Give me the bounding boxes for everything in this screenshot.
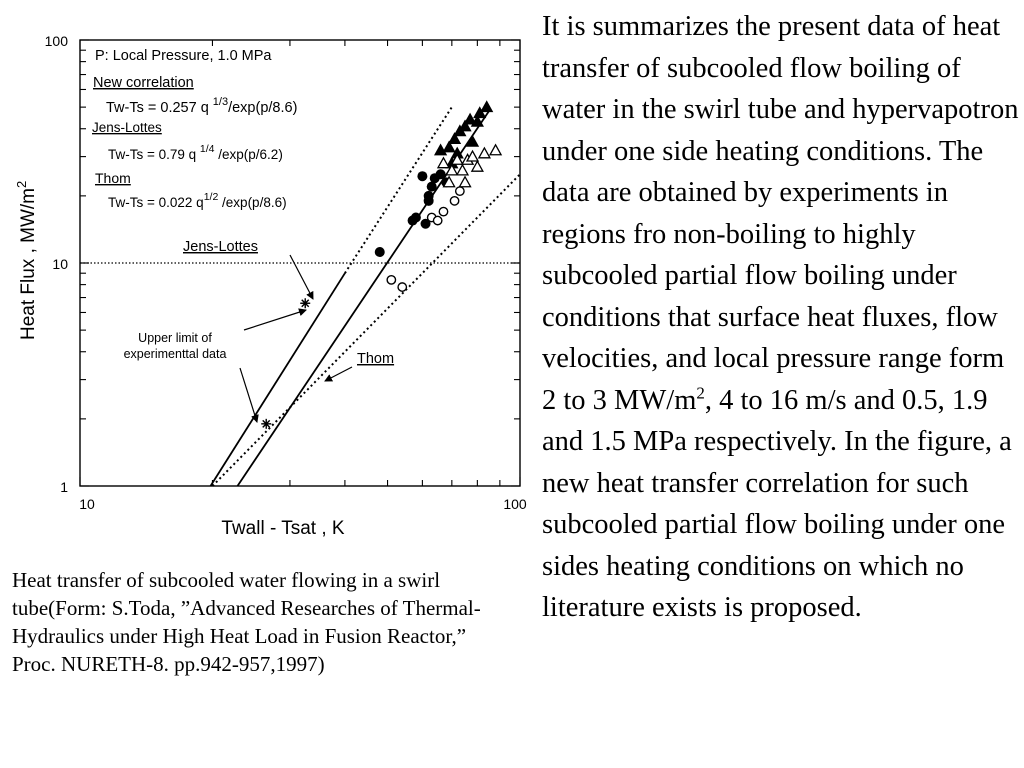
annotation-jens-lottes-arrow	[290, 255, 313, 299]
x-tick-label-10: 10	[79, 496, 95, 512]
annotation-jens-lottes: Jens-Lottes	[183, 239, 258, 255]
data-point-filled-circle	[417, 171, 427, 181]
legend-title: P: Local Pressure, 1.0 MPa	[95, 48, 272, 64]
data-point-open-circle	[387, 276, 395, 284]
data-point-open-circle	[439, 207, 447, 215]
annotation-upper-limit-line2: experimenttal data	[123, 347, 227, 361]
data-point-open-circle	[450, 197, 458, 205]
legend-jens-lottes-name: Jens-Lottes	[92, 120, 162, 135]
data-point-filled-circle	[436, 169, 446, 179]
legend	[92, 48, 297, 210]
thom-line	[212, 174, 520, 486]
data-point-open-triangle	[438, 158, 449, 168]
data-point-filled-circle	[375, 247, 385, 257]
upper-limit-marker	[300, 298, 310, 308]
annotation-upper-limit-arrow-1	[244, 310, 306, 330]
data-point-filled-triangle	[481, 102, 492, 112]
body-text-superscript: 2	[696, 383, 705, 402]
data-point-open-triangle	[472, 161, 483, 171]
x-tick-label-100: 100	[503, 496, 527, 512]
data-point-open-triangle	[490, 145, 501, 155]
body-paragraph	[542, 6, 1020, 629]
y-tick-label-10: 10	[52, 256, 68, 272]
data-point-filled-circle	[411, 212, 421, 222]
data-markers	[261, 102, 501, 429]
upper-limit-marker	[261, 419, 271, 429]
data-point-open-triangle	[457, 165, 468, 175]
data-point-open-circle	[398, 283, 406, 291]
body-text-part1: It is summarizes the present data of heat transfer of subcooled flow boiling of water in the swirl tube and hypervapotron under one side heating conditions. The data are obtained by experiments in regions fro non-boiling to highly subcooled partial flow boiling under conditions that surface heat fluxes, flow velocities, and local pressure range form 2 to 3 MW/m	[542, 11, 1019, 416]
jens-lottes-line	[211, 273, 345, 486]
data-point-open-triangle	[479, 148, 490, 158]
annotation-thom: Thom	[357, 351, 395, 367]
legend-jens-lottes-formula: Tw-Ts = 0.79 q $^{1/4}$ /exp(p/6.2)	[108, 143, 283, 162]
x-axis-label: Twall - Tsat , K	[221, 518, 345, 539]
heat-flux-chart	[0, 0, 530, 560]
annotation-upper-limit-line1: Upper limit of	[138, 331, 212, 345]
y-tick-label-1: 1	[60, 479, 68, 495]
data-point-open-triangle	[460, 177, 471, 187]
legend-new-correlation-name: New correlation	[93, 75, 194, 91]
annotation-upper-limit-arrow-2	[240, 368, 257, 422]
y-axis-label: Heat Flux , $MW/m^2$	[14, 180, 39, 340]
data-point-open-circle	[456, 187, 464, 195]
data-point-open-circle	[433, 216, 441, 224]
figure-caption: Heat transfer of subcooled water flowing in a swirl tube(Form: S.Toda, ”Advanced Researches of Thermal-Hydraulics under High Heat Load in Fusion Reactor,” Proc. NURETH-8. pp.942-957,1997)	[12, 568, 481, 676]
y-tick-label-100: 100	[44, 33, 68, 49]
legend-thom-formula: Tw-Ts = 0.022 $q^{1/2}$ /exp(p/8.6)	[108, 191, 287, 210]
data-point-filled-circle	[424, 191, 434, 201]
body-text-part2: , 4 to 16 m/s and 0.5, 1.9 and 1.5 MPa respectively. In the figure, a new heat transfer correlation for such subcooled partial flow boiling under one sides heating conditions on which no literature exists is proposed.	[542, 384, 1012, 623]
legend-thom-name: Thom	[95, 170, 131, 186]
legend-new-correlation-formula: Tw-Ts = 0.257 q $^{1/3}$/exp(p/8.6)	[106, 96, 298, 116]
